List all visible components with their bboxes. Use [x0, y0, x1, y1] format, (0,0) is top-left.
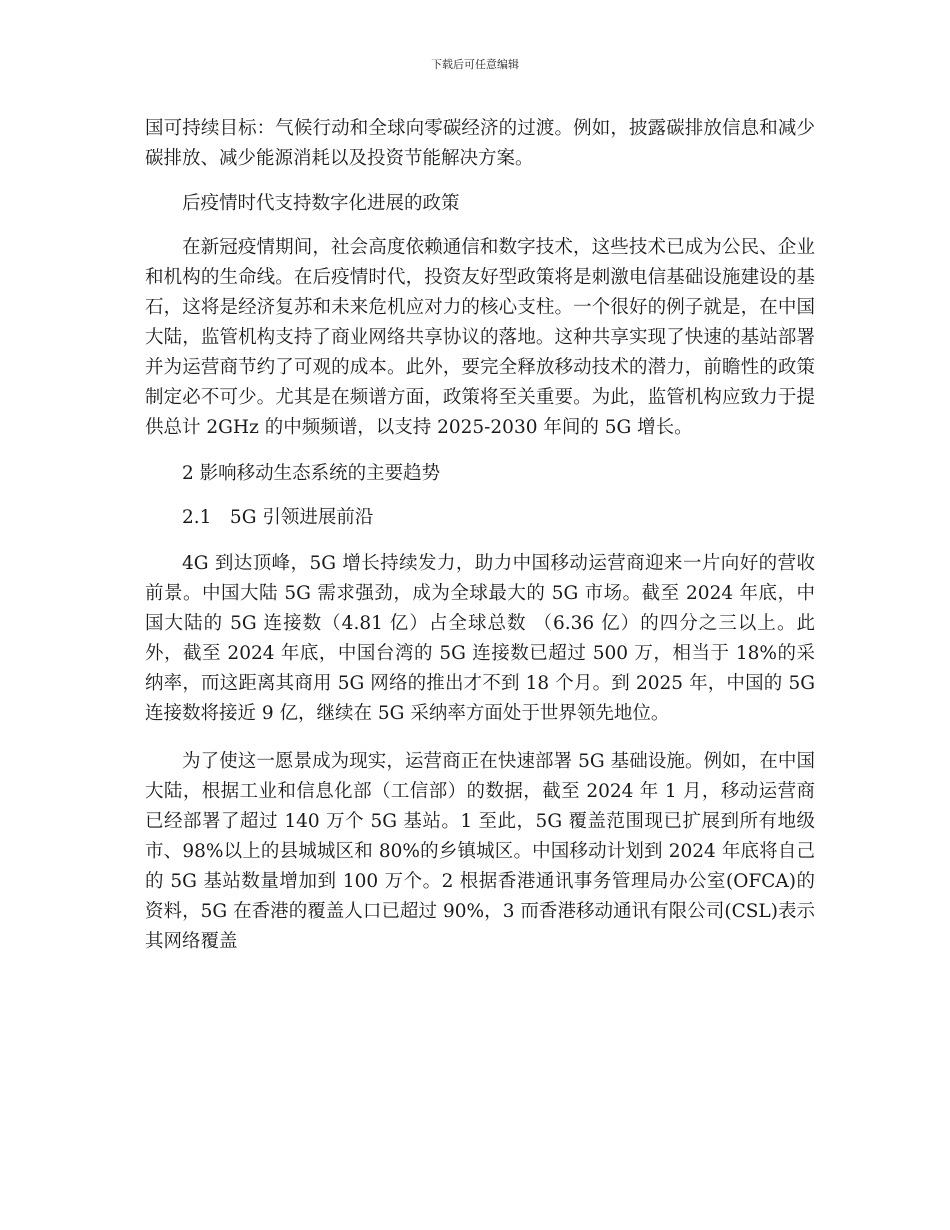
paragraph-policy: 在新冠疫情期间，社会高度依赖通信和数字技术，这些技术已成为公民、企业和机构的生命线。在后疫情时代，投资友好型政策将是刺激电信基础设施建设的基石，这将是经济复苏和未来危机应对力的核心支柱。一个很好的例子就是，在中国大陆，监管机构支持了商业网络共享协议的落地。这种共享实现了快速的基站部署并为运营商节约了可观的成本。此外，要完全释放移动技术的潜力，前瞻性的政策制定必不可少。尤其是在频谱方面，政策将至关重要。为此，监管机构应致力于提供总计 2GHz 的中频频谱，以支持 2025-2030 年间的 5G 增长。 — [145, 237, 815, 438]
paragraph-5g-growth: 4G 到达顶峰，5G 增长持续发力，助力中国移动运营商迎来一片向好的营收前景。中国大陆 5G 需求强劲，成为全球最大的 5G 市场。截至 2024 年底，中国大陆的 5G 连接数（4.81 亿）占全球总数 （6.36 亿）的四分之三以上。此外，截至 2024 年底，中国台湾的 5G 连接数已超过 500 万，相当于 18%的采纳率，而这距离其商用 5G 网络的推出才不到 18 个月。到 2025 年，中国的 5G 连接数将接近 9 亿，继续在 5G 采纳率方面处于世界领先地位。 — [145, 553, 815, 724]
section-heading-policy: 后疫情时代支持数字化进展的政策 — [182, 193, 460, 214]
subsection-heading-5g: 2.1 5G 引领进展前沿 — [182, 507, 374, 528]
section-heading-trends: 2 影响移动生态系统的主要趋势 — [182, 463, 441, 484]
paragraph-5g-infrastructure: 为了使这一愿景成为现实，运营商正在快速部署 5G 基础设施。例如，在中国大陆，根据工业和信息化部（工信部）的数据，截至 2024 年 1 月，移动运营商已经部署了超过 140 万个 5G 基站。1 至此，5G 覆盖范围现已扩展到所有地级市、98%以上的县城城区和 80%的乡镇城区。中国移动计划到 2024 年底将自己的 5G 基站数量增加到 100 万个。2 根据香港通讯事务管理局办公室(OFCA)的资料，5G 在香港的覆盖人口已超过 90%，3 而香港移动通讯有限公司(CSL)表示其网络覆盖 — [145, 751, 815, 952]
paragraph-carryover: 国可持续目标：气候行动和全球向零碳经济的过渡。例如，披露碳排放信息和减少碳排放、减少能源消耗以及投资节能解决方案。 — [145, 118, 815, 169]
document-body — [145, 114, 815, 957]
page-header: 下载后可任意编辑 — [431, 58, 519, 71]
